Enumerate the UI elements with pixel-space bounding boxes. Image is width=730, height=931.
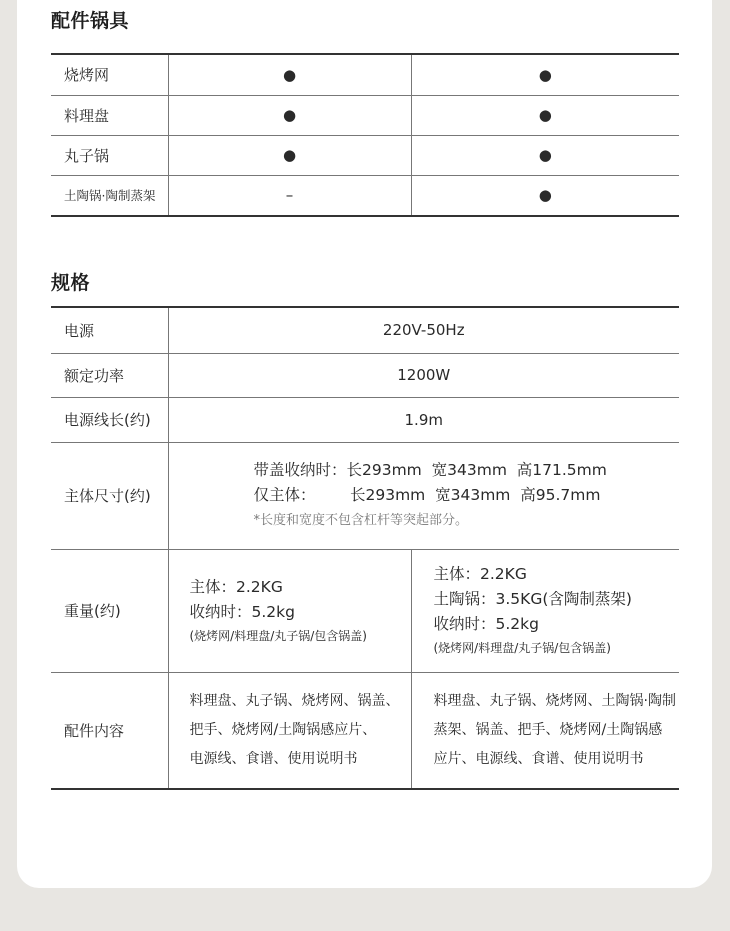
mark-b: ●: [411, 135, 679, 175]
mark-a: ●: [168, 95, 411, 135]
row-label: 丸子锅: [51, 135, 168, 175]
contents-b-line: 料理盘、丸子锅、烧烤网、土陶锅·陶制: [433, 692, 676, 709]
contents-b-line: 应片、电源线、食谱、使用说明书: [433, 750, 644, 767]
weight-a-note: (烧烤网/料理盘/丸子锅/包含锅盖): [189, 628, 367, 643]
table-row: [51, 135, 679, 175]
table-row: [51, 307, 679, 353]
size-note: *长度和宽度不包含杠杆等突起部分。: [253, 512, 469, 528]
specs-table: [51, 306, 679, 790]
weight-a-body: 主体：2.2KG: [189, 577, 283, 596]
mark-b: ●: [411, 54, 679, 95]
size-body-only: 仅主体： 长293mm 宽343mm 高95.7mm: [253, 485, 601, 504]
weight-b-body: 主体：2.2KG: [433, 565, 527, 583]
specs-title: 规格: [51, 272, 91, 294]
wattage-value: 1200W: [168, 353, 679, 397]
accessories-title: 配件锅具: [51, 10, 130, 32]
contents-a-line: 电源线、食谱、使用说明书: [189, 750, 358, 767]
row-label: 料理盘: [51, 95, 168, 135]
weight-b-note: (烧烤网/料理盘/丸子锅/包含锅盖): [433, 641, 611, 655]
size-with-lid: 带盖收纳时：长293mm 宽343mm 高171.5mm: [253, 460, 607, 479]
contents-a-line: 把手、烧烤网/土陶锅感应片、: [189, 721, 377, 738]
mark-b: ●: [411, 175, 679, 216]
power-value: 220V-50Hz: [168, 307, 679, 353]
mark-b: ●: [411, 95, 679, 135]
contents-b-line: 蒸架、锅盖、把手、烧烤网/土陶锅感: [433, 721, 663, 738]
power-label: 电源: [51, 307, 168, 353]
contents-b: [411, 672, 679, 789]
contents-a-line: 料理盘、丸子锅、烧烤网、锅盖、: [189, 692, 400, 709]
mark-a: ●: [168, 135, 411, 175]
table-row: [51, 54, 679, 95]
weight-a: [168, 549, 411, 672]
table-row: [51, 549, 679, 672]
contents-a: [168, 672, 411, 789]
table-row: [51, 397, 679, 442]
weight-b: [411, 549, 679, 672]
table-row: [51, 442, 679, 549]
size-label: 主体尺寸(约): [51, 442, 168, 549]
accessories-table: [51, 53, 679, 217]
weight-b-stored: 收纳时：5.2kg: [433, 615, 539, 633]
table-row: [51, 95, 679, 135]
table-row: [51, 353, 679, 397]
weight-label: 重量(约): [51, 549, 168, 672]
weight-b-clay-pot: 土陶锅：3.5KG(含陶制蒸架): [433, 590, 632, 608]
cord-value: 1.9m: [168, 397, 679, 442]
table-row: [51, 672, 679, 789]
contents-label: 配件内容: [51, 672, 168, 789]
mark-a: –: [168, 175, 411, 216]
cord-label: 电源线长(约): [51, 397, 168, 442]
table-row: [51, 175, 679, 216]
row-label: 烧烤网: [51, 54, 168, 95]
row-label: 土陶锅·陶制蒸架: [51, 175, 168, 216]
wattage-label: 额定功率: [51, 353, 168, 397]
weight-a-stored: 收纳时：5.2kg: [189, 602, 295, 621]
size-value: [168, 442, 679, 549]
mark-a: ●: [168, 54, 411, 95]
